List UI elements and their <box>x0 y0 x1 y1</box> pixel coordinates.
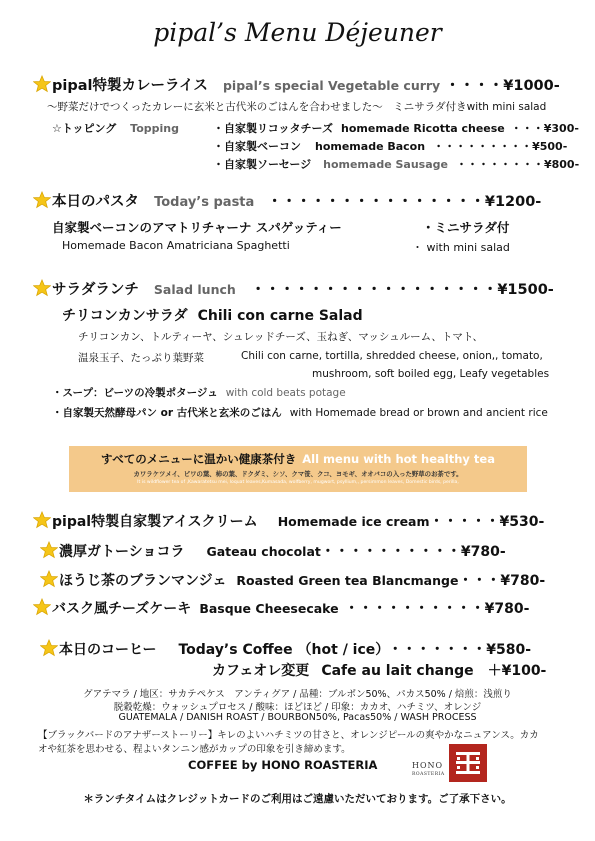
topping-jp: ・自家製リコッタチーズ <box>213 122 334 135</box>
salad-ingredients-jp-2: 温泉玉子、たっぷり葉野菜 <box>78 352 204 364</box>
pasta-heading <box>33 190 541 211</box>
salad-ingredients-jp-1: チリコンカン、トルティーヤ、シュレッドチーズ、玉ねぎ、マッシュルーム、トマト、 <box>78 331 483 343</box>
dessert-item <box>33 511 544 531</box>
dessert-name-jp: 濃厚ガトーショコラ <box>59 544 185 560</box>
pasta-price: ・・・・・・・・・・・・・・・¥1200- <box>267 194 542 210</box>
salad-name-jp: サラダランチ <box>52 282 139 298</box>
topping-label <box>52 120 179 136</box>
coffee-price: ・・・・・・・¥580- <box>388 642 532 658</box>
salad-dish-jp: チリコンカンサラダ <box>62 308 188 324</box>
topping-price: ・・・・・・・・・¥500- <box>433 140 568 153</box>
cafe-au-lait-en: Cafe au lait change <box>321 663 474 679</box>
banner-sub-en: It is wildflower tea of ,Kawaratetsu mei, loquat leaves,Kumasada, wolfberry, mugwort, psyllium,, persimmon leaves, Domestic birds, perilla, <box>137 480 459 485</box>
topping-price: ・・・・・・・・¥800- <box>455 158 580 171</box>
coffee-detail-1: グアテマラ / 地区：サカテペケス アンティグア / 品種：ブルボン50%、パカス50% / 焙煎：浅煎り <box>83 689 512 700</box>
star-icon <box>33 191 51 209</box>
star-icon <box>33 598 51 616</box>
dessert-price: ・・・・・・・・・・¥780- <box>344 601 530 617</box>
dessert-price: ・・・・・¥530- <box>429 514 545 530</box>
credit-card-notice: ＊ランチタイムはクレジットカードのご利用はご遠慮いただいております。ご了承下さい。 <box>83 793 512 805</box>
banner-main-jp: すべてのメニューに温かい健康茶付き <box>100 452 297 466</box>
curry-heading <box>33 74 560 95</box>
cafe-au-lait-line <box>212 660 546 680</box>
salad-soup-jp: ・スープ：ビーツの冷製ポタージュ <box>52 387 218 399</box>
banner-sub-jp: カワラケツメイ、ビワの葉、柿の葉、ドクダミ、シソ、クマ笹、クコ、ヨモギ、オオバコの入った野草のお茶です。 <box>133 470 463 478</box>
star-icon <box>33 511 51 529</box>
topping-jp: ・自家製ソーセージ <box>213 158 312 171</box>
topping-item <box>213 138 567 154</box>
pasta-dish-en: Homemade Bacon Amatriciana Spaghetti <box>62 239 290 252</box>
pasta-salad-en: ・ with mini salad <box>412 241 510 254</box>
coffee-detail-3: GUATEMALA / DANISH ROAST / BOURBON50%, Pacas50% / WASH PROCESS <box>118 712 477 723</box>
salad-soup-en: with cold beats potage <box>225 387 346 399</box>
salad-dish <box>62 305 363 325</box>
salad-price: ・・・・・・・・・・・・・・・・・¥1500- <box>250 282 554 298</box>
pasta-salad-jp: ・ミニサラダ付 <box>422 220 510 235</box>
topping-en: homemade Bacon <box>315 140 426 153</box>
salad-bread-jp: ・自家製天然酵母パン or 古代米と玄米のごはん <box>52 407 282 419</box>
hono-logo-sub: ROASTERIA <box>412 772 445 777</box>
salad-soup <box>52 385 346 400</box>
coffee-name-jp: 本日のコーヒー <box>59 642 157 658</box>
salad-heading <box>33 278 554 299</box>
banner-main-text <box>69 451 527 467</box>
topping-item <box>213 120 579 136</box>
hono-logo-mark <box>449 744 487 782</box>
salad-name-en: Salad lunch <box>153 282 236 297</box>
hono-logo-icon <box>449 744 487 782</box>
topping-price: ・・・¥300- <box>510 122 579 135</box>
coffee-story-1: 【ブラックバードのアナザーストーリー】キレのよいハチミツの甘さと、オレンジピールの爽やかなニュアンス。カカ <box>38 730 539 741</box>
hono-logo-text: HONO <box>412 761 444 770</box>
coffee-heading <box>40 639 531 659</box>
salad-bread-en: with Homemade bread or brown and ancient rice <box>289 407 548 419</box>
dessert-name-en: Gateau chocolat <box>206 544 321 559</box>
dessert-name-jp: pipal特製自家製アイスクリーム <box>52 514 258 530</box>
star-icon <box>40 570 58 588</box>
dessert-price: ・・・¥780- <box>458 573 546 589</box>
salad-ingredients-en-1: Chili con carne, tortilla, shredded cheese, onion,, tomato, <box>241 350 543 362</box>
topping-en: homemade Ricotta cheese <box>341 122 505 135</box>
dessert-name-en: Basque Cheesecake <box>199 601 339 616</box>
dessert-name-jp: バスク風チーズケーキ <box>52 601 192 617</box>
dessert-name-en: Homemade ice cream <box>277 514 430 529</box>
roaster-credit: COFFEE by HONO ROASTERIA <box>188 758 378 772</box>
dessert-item <box>40 570 545 590</box>
star-icon <box>33 75 51 93</box>
curry-price: ・・・・¥1000- <box>445 78 560 94</box>
cafe-au-lait-jp: カフェオレ変更 <box>212 663 310 679</box>
salad-ingredients-en-2: mushroom, soft boiled egg, Leafy vegetables <box>312 368 550 380</box>
curry-name-jp: pipal特製カレーライス <box>52 78 208 94</box>
dessert-item <box>33 598 529 618</box>
coffee-name-en: Today’s Coffee （hot / ice） <box>178 642 383 658</box>
topping-jp: ・自家製ベーコン <box>213 140 301 153</box>
curry-description: ～野菜だけでつくったカレーに玄米と古代米のごはんを合わせました～ ミニサラダ付きwith mini salad <box>47 101 547 113</box>
coffee-detail-2: 脱穀乾燥：ウォッシュプロセス / 酸味：ほどほど / 印象：カカオ、ハチミツ、オレンジ <box>113 702 482 713</box>
healthy-tea-banner <box>69 446 527 492</box>
topping-label-en: Topping <box>130 122 179 135</box>
dessert-name-en: Roasted Green tea Blancmange <box>236 573 459 588</box>
salad-bread <box>52 405 548 420</box>
coffee-story-2: オや紅茶を思わせる、程よいタンニン感がカップの印象を引き締めます。 <box>38 744 351 755</box>
star-icon <box>40 541 58 559</box>
topping-en: homemade Sausage <box>323 158 448 171</box>
pasta-dish-jp: 自家製ベーコンのアマトリチャーナ スパゲッティー <box>52 220 342 235</box>
dessert-item <box>40 541 506 561</box>
page-title: pipal’s Menu Déjeuner <box>153 18 442 47</box>
pasta-name-jp: 本日のパスタ <box>52 194 139 210</box>
dessert-price: ・・・・・・・・・・¥780- <box>320 544 506 560</box>
salad-dish-en: Chili con carne Salad <box>197 308 363 324</box>
cafe-au-lait-price: ＋¥100- <box>487 663 547 679</box>
curry-name-en: pipal’s special Vegetable curry <box>222 78 441 93</box>
topping-label-jp: ☆トッピング <box>52 122 117 135</box>
star-icon <box>33 279 51 297</box>
banner-main-en: All menu with hot healthy tea <box>302 452 495 466</box>
star-icon <box>40 639 58 657</box>
topping-item <box>213 156 579 172</box>
pasta-name-en: Today’s pasta <box>154 195 255 210</box>
dessert-name-jp: ほうじ茶のブランマンジェ <box>59 573 227 589</box>
